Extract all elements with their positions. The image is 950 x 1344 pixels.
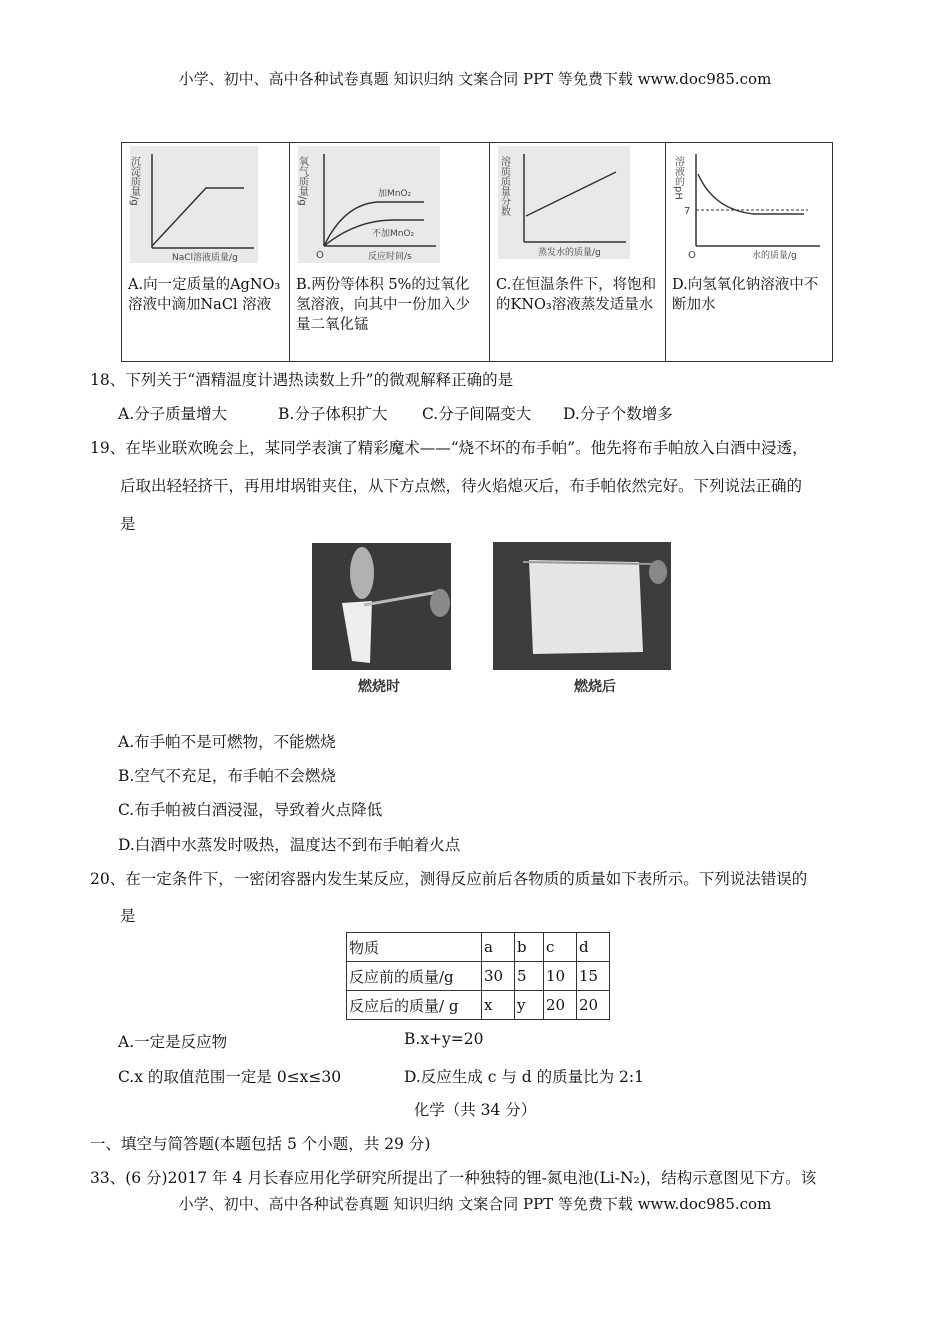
table-cell: y	[515, 991, 544, 1020]
graph-d-caption: D.向氢氧化钠溶液中不断加水	[672, 277, 819, 313]
part1-heading: 一、填空与简答题(本题包括 5 个小题，共 29 分)	[90, 1135, 431, 1153]
q18-option-c: C.分子间隔变大	[422, 405, 532, 423]
graph-c-ylabel: 溶质质量分数	[498, 156, 510, 216]
graph-c-xlabel: 蒸发水的质量/g	[538, 248, 601, 258]
graph-a-plot	[130, 146, 258, 263]
q20-option-b: B.x+y=20	[404, 1030, 484, 1048]
page-header: 小学、初中、高中各种试卷真题 知识归纳 文案合同 PPT 等免费下载 www.doc985.com	[178, 70, 772, 88]
graph-b-origin: O	[316, 250, 324, 261]
q19-line3: 是	[120, 515, 136, 533]
table-cell: 20	[577, 991, 610, 1020]
graph-c-caption: C.在恒温条件下，将饱和的KNO₃溶液蒸发适量水	[496, 277, 657, 313]
photo-after	[493, 542, 671, 670]
burning-handkerchief-image	[312, 543, 451, 670]
photo-burning-caption: 燃烧时	[358, 679, 400, 695]
graph-b	[290, 143, 489, 273]
q18-stem: 18、下列关于“酒精温度计遇热读数上升”的微观解释正确的是	[90, 371, 514, 389]
section-title: 化学（共 34 分）	[413, 1101, 537, 1119]
table-cell: 5	[515, 962, 544, 991]
graph-b-plot	[298, 146, 440, 263]
table-cell: 15	[577, 962, 610, 991]
graph-a-ylabel: 沉淀质量/g	[128, 156, 140, 206]
photo-after-caption: 燃烧后	[574, 679, 616, 695]
table-cell: 物质	[347, 933, 482, 962]
q18-option-a: A.分子质量增大	[118, 405, 228, 423]
table-row	[347, 991, 610, 1020]
table-cell: d	[577, 933, 610, 962]
graph-d	[666, 143, 832, 273]
graph-c	[490, 143, 665, 273]
graph-d-mark: 7	[684, 206, 691, 217]
q18-option-b: B.分子体积扩大	[278, 405, 388, 423]
q20-line2: 是	[120, 907, 136, 925]
table-row	[347, 962, 610, 991]
q20-option-d: D.反应生成 c 与 d 的质量比为 2:1	[404, 1068, 644, 1086]
q19-option-c: C.布手帕被白酒浸湿，导致着火点降低	[118, 801, 383, 819]
q33-stem: 33、(6 分)2017 年 4 月长春应用化学研究所提出了一种独特的锂-氮电池(Li-N₂)，结构示意图见下方。该	[90, 1169, 817, 1187]
q20-option-a: A.一定是反应物	[118, 1033, 228, 1051]
mass-table	[346, 932, 610, 1020]
graph-a-caption: A.向一定质量的AgNO₃溶液中滴加NaCl 溶液	[128, 277, 281, 313]
table-cell: c	[544, 933, 577, 962]
q19-line2: 后取出轻轻挤干，再用坩埚钳夹住，从下方点燃，待火焰熄灭后，布手帕依然完好。下列说法正确的	[120, 477, 803, 495]
graph-d-xlabel: 水的质量/g	[752, 251, 797, 261]
table-cell: 10	[544, 962, 577, 991]
graph-b-caption: B.两份等体积 5%的过氧化氢溶液，向其中一份加入少量二氧化锰	[296, 277, 470, 333]
graph-a-xlabel: NaCl溶液质量/g	[172, 253, 238, 263]
graph-d-origin: O	[688, 250, 696, 261]
graph-b-xlabel: 反应时间/s	[368, 252, 412, 262]
q18-option-d: D.分子个数增多	[563, 405, 673, 423]
table-cell: 30	[482, 962, 515, 991]
table-cell: b	[515, 933, 544, 962]
graph-d-ylabel: 溶液的pH	[672, 156, 684, 200]
q20-line1: 20、在一定条件下，一密闭容器内发生某反应，测得反应前后各物质的质量如下表所示。下列说法错误的	[90, 870, 808, 888]
page-footer: 小学、初中、高中各种试卷真题 知识归纳 文案合同 PPT 等免费下载 www.doc985.com	[178, 1195, 772, 1213]
table-cell: x	[482, 991, 515, 1020]
handkerchief-after-image	[493, 542, 671, 670]
graph-b-curve2: 不加MnO₂	[372, 229, 415, 239]
table-cell: 反应前的质量/g	[347, 962, 482, 991]
q19-option-b: B.空气不充足，布手帕不会燃烧	[118, 767, 336, 785]
q20-option-c: C.x 的取值范围一定是 0≤x≤30	[118, 1068, 342, 1086]
graph-d-plot	[674, 146, 824, 263]
table-row	[347, 933, 610, 962]
graph-b-curve1: 加MnO₂	[378, 189, 412, 199]
photo-burning	[312, 543, 451, 670]
q19-option-d: D.白酒中水蒸发时吸热，温度达不到布手帕着火点	[118, 836, 461, 854]
graph-options-table	[121, 142, 833, 362]
table-cell: 反应后的质量/ g	[347, 991, 482, 1020]
graph-a	[122, 143, 289, 273]
graph-b-ylabel: 氧气质量/g	[296, 156, 308, 206]
q19-line1: 19、在毕业联欢晚会上，某同学表演了精彩魔术——“烧不坏的布手帕”。他先将布手帕放入白酒中浸透，	[90, 439, 808, 457]
graph-c-plot	[498, 146, 630, 259]
table-cell: a	[482, 933, 515, 962]
q19-option-a: A.布手帕不是可燃物，不能燃烧	[118, 733, 336, 751]
table-cell: 20	[544, 991, 577, 1020]
